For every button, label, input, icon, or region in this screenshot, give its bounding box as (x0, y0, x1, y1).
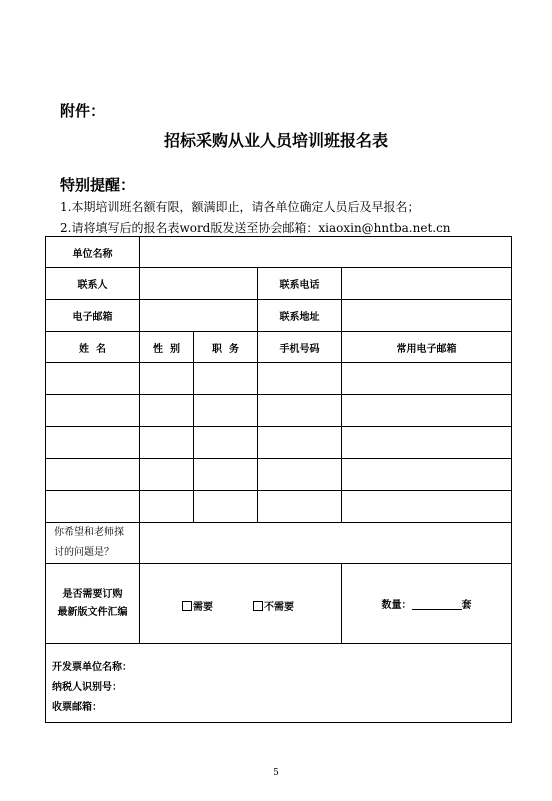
invoice-unit-label: 开发票单位名称： (52, 662, 132, 673)
contact-label: 联系人 (46, 268, 140, 300)
checkbox-icon[interactable] (182, 601, 192, 611)
cell-gender[interactable] (140, 363, 194, 395)
address-field[interactable] (342, 300, 512, 332)
cell-gender[interactable] (140, 395, 194, 427)
cell-gender[interactable] (140, 427, 194, 459)
registration-form-table (45, 236, 512, 723)
unit-name-label: 单位名称 (46, 237, 140, 268)
cell-name[interactable] (46, 491, 140, 523)
cell-mobile[interactable] (258, 491, 342, 523)
cell-position[interactable] (194, 427, 258, 459)
cell-name[interactable] (46, 459, 140, 491)
cell-name[interactable] (46, 395, 140, 427)
column-header-email: 常用电子邮箱 (342, 332, 512, 363)
question-label-line-2: 讨的问题是？ (54, 547, 114, 558)
cell-mobile[interactable] (258, 459, 342, 491)
billing-section (46, 644, 512, 723)
order-options (140, 564, 342, 644)
cell-email[interactable] (342, 459, 512, 491)
receive-email-label: 收票邮箱： (52, 702, 102, 713)
contact-phone-field[interactable] (342, 268, 512, 300)
order-label-line-2: 最新版文件汇编 (57, 606, 128, 618)
cell-mobile[interactable] (258, 363, 342, 395)
address-label: 联系地址 (258, 300, 342, 332)
table-row (46, 427, 512, 459)
order-label (46, 564, 140, 644)
note-line-1: 1.本期培训班名额有限，额满即止，请各单位确定人员后及早报名； (60, 200, 420, 214)
table-row (46, 363, 512, 395)
option-need-label: 需要 (193, 602, 213, 613)
order-label-line-1: 是否需要订购 (62, 588, 123, 600)
table-row (46, 459, 512, 491)
column-header-mobile: 手机号码 (258, 332, 342, 363)
cell-position[interactable] (194, 395, 258, 427)
option-need[interactable] (182, 598, 213, 613)
cell-name[interactable] (46, 427, 140, 459)
quantity-label: 数量： (381, 600, 412, 611)
cell-email[interactable] (342, 395, 512, 427)
contact-phone-label: 联系电话 (258, 268, 342, 300)
special-note-label: 特别提醒： (60, 176, 136, 194)
note-line-2: 2.请将填写后的报名表word版发送至协会邮箱：xiaoxin@hntba.net.cn (60, 221, 451, 235)
checkbox-icon[interactable] (253, 601, 263, 611)
email-field[interactable] (140, 300, 258, 332)
unit-name-field[interactable] (140, 237, 512, 268)
option-no-need-label: 不需要 (264, 602, 294, 613)
cell-email[interactable] (342, 491, 512, 523)
question-label-line-1: 你希望和老师探 (54, 527, 124, 538)
quantity-cell (342, 564, 512, 644)
cell-mobile[interactable] (258, 395, 342, 427)
contact-field[interactable] (140, 268, 258, 300)
cell-position[interactable] (194, 459, 258, 491)
form-title: 招标采购从业人员培训班报名表 (163, 131, 388, 150)
page-number: 5 (273, 768, 279, 778)
column-header-name: 姓 名 (46, 332, 140, 363)
table-row (46, 491, 512, 523)
cell-position[interactable] (194, 363, 258, 395)
table-row (46, 395, 512, 427)
cell-position[interactable] (194, 491, 258, 523)
option-no-need[interactable] (253, 598, 294, 613)
attachment-label: 附件： (60, 102, 106, 120)
email-label: 电子邮箱 (46, 300, 140, 332)
cell-mobile[interactable] (258, 427, 342, 459)
question-field[interactable] (140, 523, 512, 564)
cell-name[interactable] (46, 363, 140, 395)
cell-email[interactable] (342, 427, 512, 459)
column-header-position: 职 务 (194, 332, 258, 363)
quantity-unit: 套 (461, 600, 472, 611)
cell-email[interactable] (342, 363, 512, 395)
column-header-gender: 性 别 (140, 332, 194, 363)
cell-gender[interactable] (140, 491, 194, 523)
quantity-input[interactable] (412, 599, 462, 610)
taxpayer-id-label: 纳税人识别号： (52, 682, 122, 693)
cell-gender[interactable] (140, 459, 194, 491)
question-label (46, 523, 140, 564)
